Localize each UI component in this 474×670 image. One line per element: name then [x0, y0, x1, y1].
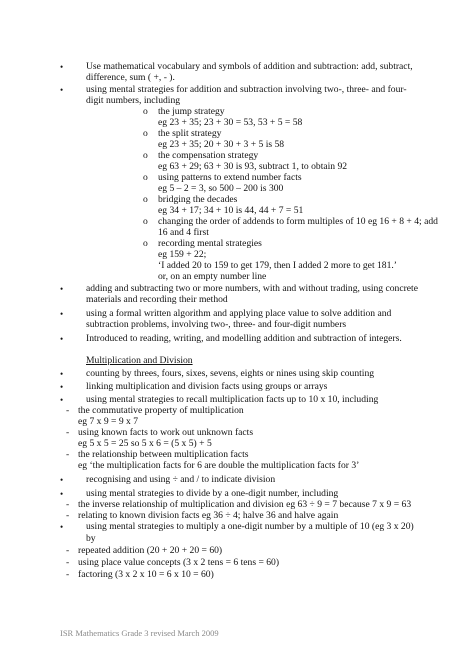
bullet-icon: •: [60, 395, 64, 405]
text-line: ‘I added 20 to 159 to get 179, then I added 2 more to get 181.’: [158, 260, 397, 271]
text-line: the split strategy: [158, 128, 222, 139]
text-line: eg 5 – 2 = 3, so 500 – 200 is 300: [158, 183, 284, 194]
text-line: Introduced to reading, writing, and modelling addition and subtraction of integers.: [86, 333, 402, 344]
text-line: eg 23 + 35; 23 + 30 = 53, 53 + 5 = 58: [158, 117, 303, 128]
text-line: the inverse relationship of multiplication and division eg 63 ÷ 9 = 7 because 7 x 9 = 63: [78, 499, 412, 510]
bullet-icon: •: [60, 522, 64, 532]
text-line: using patterns to extend number facts: [158, 172, 302, 183]
dash-icon: -: [66, 569, 70, 580]
text-line: the jump strategy: [158, 106, 225, 117]
sub-bullet-icon: o: [143, 128, 148, 139]
dash-icon: -: [66, 499, 70, 510]
bullet-icon: •: [60, 62, 64, 72]
text-line: eg 63 + 29; 63 + 30 is 93, subtract 1, to obtain 92: [158, 161, 348, 172]
bullet-icon: •: [60, 85, 64, 95]
text-line: bridging the decades: [158, 194, 238, 205]
text-line: 16 and 4 first: [158, 227, 209, 238]
text-line: or, on an empty number line: [158, 271, 267, 282]
text-line: repeated addition (20 + 20 + 20 = 60): [78, 545, 223, 556]
text-line: materials and recording their method: [86, 294, 228, 305]
sub-bullet-icon: o: [143, 194, 148, 205]
text-line: the commutative property of multiplication: [78, 405, 244, 416]
sub-bullet-icon: o: [143, 106, 148, 117]
bullet-icon: •: [60, 309, 64, 319]
text-line: eg 34 + 17; 34 + 10 is 44, 44 + 7 = 51: [158, 205, 304, 216]
text-line: using place value concepts (3 x 2 tens = 6 tens = 60): [78, 557, 280, 568]
sub-bullet-icon: o: [143, 216, 148, 227]
text-line: the compensation strategy: [158, 150, 259, 161]
bullet-icon: •: [60, 475, 64, 485]
text-line: digit numbers, including: [86, 95, 181, 106]
text-line: changing the order of addends to form multiples of 10 eg 16 + 8 + 4; add: [158, 216, 438, 227]
text-line: adding and subtracting two or more numbers, with and without trading, using concrete: [86, 283, 418, 294]
sub-bullet-icon: o: [143, 172, 148, 183]
section-heading: Multiplication and Division: [86, 355, 193, 366]
text-line: using a formal written algorithm and applying place value to solve addition and: [86, 308, 392, 319]
dash-icon: -: [66, 557, 70, 568]
dash-icon: -: [66, 545, 70, 556]
text-line: using mental strategies for addition and subtraction involving two-, three- and four-: [86, 84, 407, 95]
text-line: using mental strategies to multiply a one-digit number by a multiple of 10 (eg 3 x 20): [86, 521, 414, 532]
text-line: eg 159 + 22;: [158, 249, 207, 260]
text-line: by: [86, 533, 96, 544]
text-line: using known facts to work out unknown facts: [78, 427, 254, 438]
text-line: relating to known division facts eg 36 ÷ 4; halve 36 and halve again: [78, 510, 339, 521]
text-line: eg 5 x 5 = 25 so 5 x 6 = (5 x 5) + 5: [78, 438, 212, 449]
sub-bullet-icon: o: [143, 238, 148, 249]
dash-icon: -: [66, 405, 70, 416]
text-line: difference, sum ( +, - ).: [86, 72, 175, 83]
text-line: eg 7 x 9 = 9 x 7: [78, 416, 139, 427]
sub-bullet-icon: o: [143, 150, 148, 161]
text-line: counting by threes, fours, sixes, sevens, eights or nines using skip counting: [86, 368, 375, 379]
text-line: Use mathematical vocabulary and symbols of addition and subtraction: add, subtract,: [86, 61, 413, 72]
bullet-icon: •: [60, 369, 64, 379]
text-line: subtraction problems, involving two-, three- and four-digit numbers: [86, 319, 347, 330]
dash-icon: -: [66, 427, 70, 438]
text-line: recognising and using ÷ and / to indicate division: [86, 474, 276, 485]
bullet-icon: •: [60, 334, 64, 344]
text-line: recording mental strategies: [158, 238, 262, 249]
text-line: using mental strategies to recall multiplication facts up to 10 x 10, including: [86, 394, 379, 405]
bullet-icon: •: [60, 382, 64, 392]
text-line: using mental strategies to divide by a one-digit number, including: [86, 488, 339, 499]
dash-icon: -: [66, 449, 70, 460]
dash-icon: -: [66, 510, 70, 521]
page-footer: ISR Mathematics Grade 3 revised March 2009: [60, 628, 219, 638]
text-line: the relationship between multiplication facts: [78, 449, 249, 460]
bullet-icon: •: [60, 489, 64, 499]
text-line: factoring (3 x 2 x 10 = 6 x 10 = 60): [78, 569, 214, 580]
text-line: eg ‘the multiplication facts for 6 are double the multiplication facts for 3’: [78, 460, 360, 471]
bullet-icon: •: [60, 284, 64, 294]
text-line: linking multiplication and division facts using groups or arrays: [86, 381, 328, 392]
text-line: eg 23 + 35; 20 + 30 + 3 + 5 is 58: [158, 139, 285, 150]
